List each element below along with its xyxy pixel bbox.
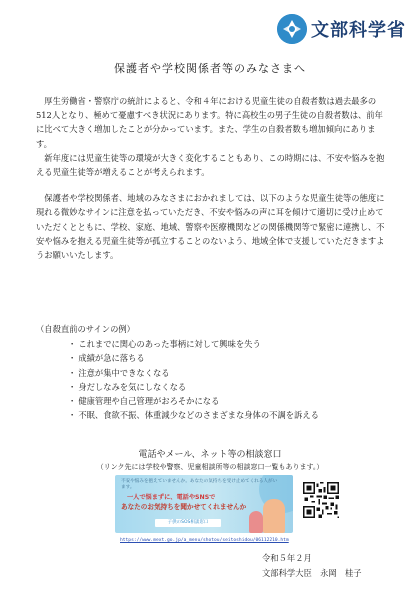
mext-logo <box>277 14 406 44</box>
paragraph: 新年度には児童生徒等の環境が大きく変化することもあり、この時期には、不安や悩みを抱える児童生徒等が増えることが考えられます。 <box>36 152 385 178</box>
paragraph: 保護者や学校関係者、地域のみなさまにおかれましては、以下のような児童生徒等の態度に現れる微妙なサインに注意を払っていただき、不安や悩みの声に耳を傾けて適切に受け止めていただくとともに、学校、家庭、地域、警察や医療機関などの関係機関等で緊密に連携し、不安や悩みを抱える児童生徒等が孤立することのないよう、地域全体で支援していただきますようお願いいたします。 <box>36 193 385 261</box>
person-illustration-icon <box>263 499 285 533</box>
signs-heading: （自殺直前のサインの例） <box>36 324 135 334</box>
qr-code-icon[interactable] <box>303 482 339 518</box>
signer: 文部科学大臣 永岡 桂子 <box>262 568 362 578</box>
list-item: ・ 身だしなみを気にしなくなる <box>68 380 396 394</box>
consult-link[interactable]: https://www.mext.go.jp/a_menu/shotou/seitoshidou/06112210.htm <box>120 538 289 543</box>
paragraph: 厚生労働省・警察庁の統計によると、令和４年における児童生徒の自殺者数は過去最多の512人となり、極めて憂慮すべき状況にあります。特に高校生の男子生徒の自殺者数は、前年に比べて大きく増加したことが分かっています。また、学生の自殺者数も増加傾向にあります。 <box>36 96 383 149</box>
date: 令和５年２月 <box>262 553 312 563</box>
list-item: ・ 注意が集中できなくなる <box>68 366 396 380</box>
list-item: ・ 不眠、食欲不振、体重減少などのさまざまな身体の不調を訴える <box>68 408 396 422</box>
signs-list-section <box>36 322 396 422</box>
list-item: ・ 健康管理や自己管理がおろそかになる <box>68 394 396 408</box>
banner-top-text: 不安や悩みを抱えていませんか。あなたの気持ちを受け止めてくれる人がいます。 <box>121 479 278 490</box>
consult-title: 電話やメール、ネット等の相談窓口 <box>138 450 282 460</box>
body-text <box>36 94 390 262</box>
banner-strip: 子供のSOS相談窓口 <box>155 519 221 527</box>
list-item: ・ これまでに関心のあった事柄に対して興味を失う <box>68 337 396 351</box>
banner-mid-text: 一人で悩まずに、電話やSNSで <box>127 494 216 501</box>
mext-logo-icon <box>277 14 307 44</box>
consult-note: （リンク先には学校や警察、児童相談所等の相談窓口一覧もあります。） <box>96 463 324 471</box>
banner-main-text: あなたのお気持ちを聞かせてくれませんか <box>121 503 247 511</box>
signs-list <box>36 337 396 422</box>
page-title: 保護者や学校関係者等のみなさまへ <box>114 62 306 75</box>
logo-text: 文部科学省 <box>311 20 406 41</box>
person-illustration-icon <box>249 511 263 533</box>
list-item: ・ 成績が急に落ちる <box>68 351 396 365</box>
consult-banner[interactable] <box>115 475 293 533</box>
